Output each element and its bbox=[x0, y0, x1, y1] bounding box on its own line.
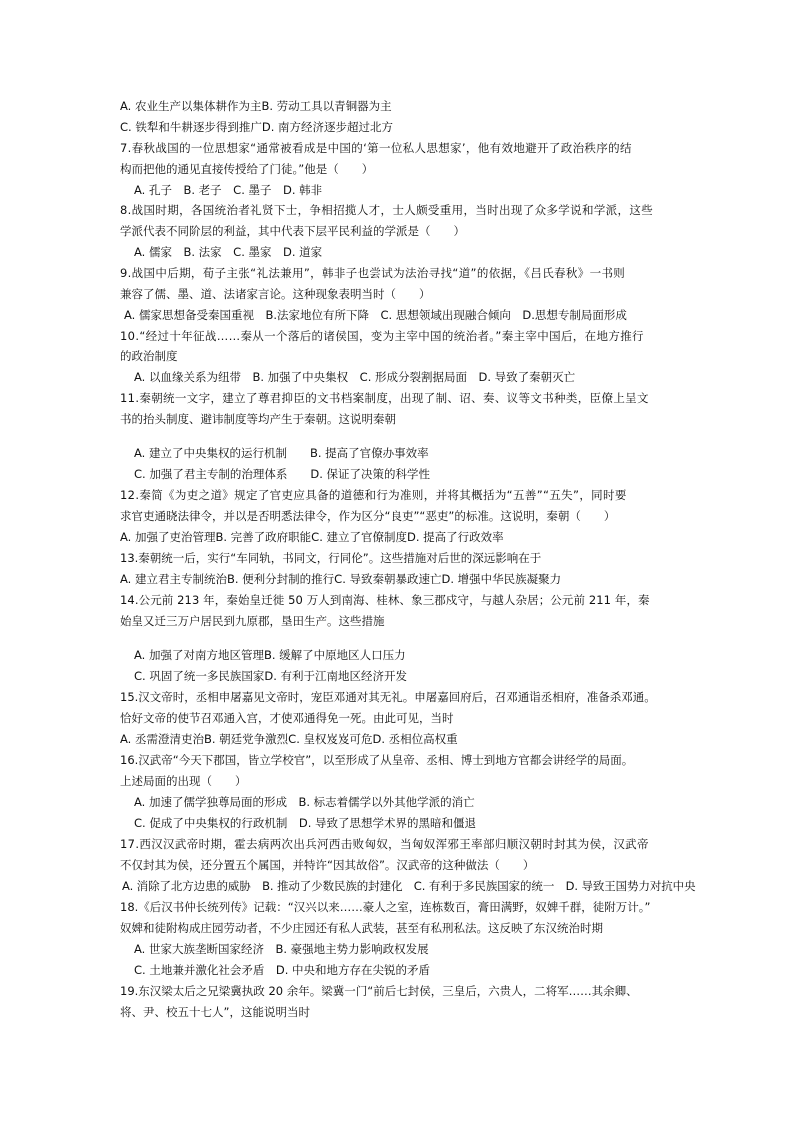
text-line: 16.汉武帝“今天下郡国，皆立学校官”，以至形成了从皇帝、丞相、博士到地方官都会讲经学的局面。 bbox=[120, 753, 634, 767]
text-line: A. 加速了儒学独尊局面的形成 B. 标志着儒学以外其他学派的消亡 bbox=[134, 795, 475, 809]
text-line: 构而把他的通见直接传授给了门徒。”他是（ ） bbox=[120, 162, 374, 176]
text-line: C. 土地兼并激化社会矛盾 D. 中央和地方存在尖锐的矛盾 bbox=[134, 963, 431, 977]
text-line: 14.公元前 213 年，秦始皇迁徙 50 万人到南海、桂林、象三郡戍守，与越人杂居；公元前 211 年，秦 bbox=[120, 593, 650, 607]
text-line: A. 儒家思想备受秦国重视 B.法家地位有所下降 C. 思想领域出现融合倾向 D.思想专制局面形成 bbox=[124, 308, 627, 322]
text-line: A. 建立了中央集权的运行机制 B. 提高了官僚办事效率 bbox=[134, 446, 429, 460]
text-line: 15.汉文帝时，丞相申屠嘉见文帝时，宠臣邓通对其无礼。申屠嘉回府后，召邓通诣丞相府，准备杀邓通。 bbox=[120, 690, 656, 704]
text-line: 18.《后汉书仲长统列传》记载：“汉兴以来……豪人之室，连栋数百，膏田满野，奴婢千群，徒附万计。” bbox=[120, 900, 651, 914]
text-line: A. 丞需澄清吏治B. 朝廷党争激烈C. 皇权岌岌可危D. 丞相位高权重 bbox=[120, 732, 458, 746]
text-line: 7.春秋战国的一位思想家“通常被看成是中国的‘第一位私人思想家’，他有效地避开了政治秩序的结 bbox=[120, 141, 632, 155]
text-line: 奴婢和徒附构成庄园劳动者，不少庄园还有私人武装，甚至有私刑私法。这反映了东汉统治时期 bbox=[120, 921, 603, 935]
text-line: 不仅封其为侯，还分置五个属国，并特许“因其故俗”。汉武帝的这种做法（ ） bbox=[120, 858, 535, 872]
text-line: 恰好文帝的使节召邓通入宫，才使邓通得免一死。由此可见，当时 bbox=[120, 711, 454, 725]
text-line: A. 以血缘关系为纽带 B. 加强了中央集权 C. 形成分裂割据局面 D. 导致了秦朝灭亡 bbox=[134, 370, 576, 384]
text-line: A. 建立君主专制统治B. 便利分封制的推行C. 导致秦朝暴政速亡D. 增强中华民族凝聚力 bbox=[120, 572, 562, 586]
text-line: A. 儒家 B. 法家 C. 墨家 D. 道家 bbox=[134, 245, 323, 259]
text-line: C. 加强了君主专制的治理体系 D. 保证了决策的科学性 bbox=[134, 467, 431, 481]
text-line: 9.战国中后期，荀子主张“礼法兼用”，韩非子也尝试为法治寻找“道”的依据，《吕氏春秋》一书则 bbox=[120, 266, 626, 280]
text-line: 13.秦朝统一后，实行“车同轨，书同文，行同伦”。这些措施对后世的深远影响在于 bbox=[120, 551, 542, 565]
text-line: 11.秦朝统一文字，建立了尊君抑臣的文书档案制度，出现了制、诏、奏、议等文书种类，臣僚上呈文 bbox=[120, 391, 649, 405]
text-line: 19.东汉梁太后之兄梁冀执政 20 余年。梁冀一门“前后七封侯，三皇后，六贵人，二将军……其余卿、 bbox=[120, 984, 638, 998]
text-line: 兼容了儒、墨、道、法诸家言论。这种现象表明当时（ ） bbox=[120, 287, 431, 301]
text-line: 始皇又迁三万户居民到九原郡，垦田生产。这些措施 bbox=[120, 614, 385, 628]
text-line: 上述局面的出现（ ） bbox=[120, 774, 247, 788]
text-line: A. 加强了对南方地区管理B. 缓解了中原地区人口压力 bbox=[134, 648, 406, 662]
text-line: C. 促成了中央集权的行政机制 D. 导致了思想学术界的黑暗和僵退 bbox=[134, 816, 477, 830]
text-line: 的政治制度 bbox=[120, 349, 178, 363]
text-line: 12.秦简《为吏之道》规定了官吏应具备的道德和行为准则，并将其概括为“五善”“五失”，同时要 bbox=[120, 488, 627, 502]
text-line: A. 农业生产以集体耕作为主B. 劳动工具以青铜器为主 bbox=[120, 99, 392, 113]
text-line: C. 铁犁和牛耕逐步得到推广D. 南方经济逐步超过北方 bbox=[120, 120, 394, 134]
text-line: 学派代表不同阶层的利益，其中代表下层平民利益的学派是（ ） bbox=[120, 224, 465, 238]
text-line: C. 巩固了统一多民族国家D. 有利于江南地区经济开发 bbox=[134, 669, 408, 683]
text-line: A. 加强了吏治管理B. 完善了政府职能C. 建立了官僚制度D. 提高了行政效率 bbox=[120, 530, 504, 544]
text-line: A. 消除了北方边患的威胁 B. 推动了少数民族的封建化 C. 有利于多民族国家的统一 D. 导致王国势力对抗中央 bbox=[122, 879, 696, 893]
text-line: 将、尹、校五十七人”，这能说明当时 bbox=[120, 1005, 310, 1019]
text-line: 17.西汉汉武帝时期，霍去病两次出兵河西击败匈奴，当匈奴浑邪王率部归顺汉朝时封其为侯，汉武帝 bbox=[120, 837, 649, 851]
text-line: 求官吏通晓法律令，并以是否明悉法律令，作为区分“良吏”“恶吏”的标准。这说明，秦朝（ ） bbox=[120, 509, 616, 523]
text-line: A. 孔子 B. 老子 C. 墨子 D. 韩非 bbox=[134, 183, 323, 197]
text-line: 10.“经过十年征战……秦从一个落后的诸侯国，变为主宰中国的统治者。”秦主宰中国后，在地方推行 bbox=[120, 329, 644, 343]
text-line: A. 世家大族垄断国家经济 B. 豪强地主势力影响政权发展 bbox=[134, 942, 429, 956]
text-line: 书的抬头制度、避讳制度等均产生于秦朝。这说明秦朝 bbox=[120, 412, 396, 426]
text-line: 8.战国时期，各国统治者礼贤下士，争相招揽人才，士人颇受重用，当时出现了众多学说和学派，这些 bbox=[120, 203, 654, 217]
